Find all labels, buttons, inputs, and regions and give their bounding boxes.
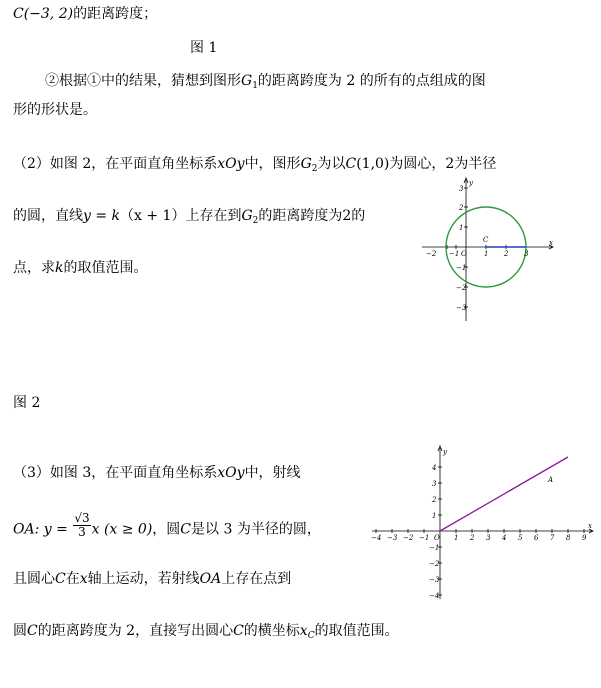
g1-subscript: 1: [252, 81, 258, 91]
xc-symbol: x: [299, 623, 308, 639]
oa-symbol: OA: [13, 521, 35, 538]
y-axis-label: y: [469, 179, 473, 187]
g2-subscript-2: 2: [252, 216, 259, 226]
q3-text-b: 中，射线: [244, 465, 301, 481]
fraction-numerator: √3: [74, 511, 90, 525]
x-symbol: x: [79, 571, 88, 587]
y-tick-label: −3: [456, 304, 467, 312]
ray-oa: [440, 457, 568, 531]
y-tick-label: −1: [456, 264, 467, 272]
fraction-denominator: 3: [78, 525, 86, 539]
x-tick-label: 9: [582, 534, 587, 542]
x-tick-label: −3: [387, 534, 398, 542]
y-tick-label: 2: [432, 496, 437, 504]
c-symbol: C: [345, 156, 357, 172]
c-coord: (1,0): [356, 156, 390, 172]
q2-text-d: 为圆心，2为半径: [389, 156, 497, 172]
center-c-label: C: [483, 236, 489, 244]
line-equation-a: y = k: [83, 208, 121, 224]
xoy-symbol-2: xOy: [217, 465, 245, 481]
x-tick-label: 5: [518, 534, 523, 542]
ray-eq-lhs: : y =: [34, 521, 68, 538]
figure-1-caption: 图 1: [190, 40, 218, 56]
q2-text-h: 点，求: [13, 260, 55, 276]
q2-line1: [13, 155, 496, 178]
x-tick-label: 1: [484, 250, 489, 258]
y-tick-label: 1: [432, 512, 437, 520]
point-c-coord: C(−3, 2): [13, 6, 74, 22]
line-point-c: [13, 5, 157, 23]
origin-label: O: [434, 534, 440, 542]
q3-text-k: 的横坐标: [243, 623, 300, 639]
g2-symbol-2: G: [241, 208, 253, 224]
g1-symbol: G: [241, 73, 253, 89]
oa-symbol-2: OA: [199, 571, 222, 587]
y-tick-label: −2: [429, 560, 440, 568]
fraction-sqrt3-over-3: [73, 512, 90, 539]
y-tick-label: 1: [459, 224, 464, 232]
x-tick-label: 6: [534, 534, 539, 542]
x-axis-label: x: [549, 239, 553, 247]
x-tick-label: 3: [486, 534, 491, 542]
k-symbol: k: [55, 260, 64, 276]
q3-text-g: 轴上运动，若射线: [87, 571, 200, 587]
x-tick-label: −1: [419, 534, 430, 542]
c-symbol-4: C: [27, 623, 38, 639]
q2-text-b: 中，图形: [244, 156, 301, 172]
q2-text-f: 上存在到: [185, 208, 242, 224]
x-tick-label: 1: [454, 534, 459, 542]
q3-text-d: 是以 3 为半径的圆，: [191, 521, 321, 538]
q2-text-a: （2）如图 2，在平面直角坐标系: [13, 156, 218, 172]
y-tick-label: 2: [459, 204, 464, 212]
figure-3-graph: [368, 444, 596, 604]
y-tick-label: 3: [432, 480, 437, 488]
figure-2-caption: 图 2: [13, 395, 41, 411]
c-symbol-3: C: [55, 571, 66, 587]
point-a-label: A: [548, 476, 554, 484]
g2-subscript: 2: [311, 164, 318, 174]
x-tick-label: 8: [566, 534, 571, 542]
q2-text-c: 为以: [317, 156, 346, 172]
q3-line2: [13, 511, 321, 546]
q3-text-l: 的取值范围。: [314, 623, 399, 639]
q2-line2: [13, 207, 365, 230]
ray-condition: x (x ≥ 0): [91, 521, 153, 538]
q3-line1: [13, 464, 301, 482]
q2-text-e: 的圆，直线: [13, 208, 83, 224]
q2-text-i: 的取值范围。: [63, 260, 148, 276]
x-axis-label: x: [588, 522, 592, 530]
x-tick-label: 4: [502, 534, 507, 542]
x-tick-label: −2: [426, 250, 437, 258]
x-tick-label: −1: [449, 250, 460, 258]
g2-symbol: G: [300, 156, 312, 172]
origin-label: O: [461, 250, 467, 258]
x-tick-label: 3: [524, 250, 529, 258]
y-tick-label: −4: [429, 592, 440, 600]
y-tick-label: −1: [429, 544, 440, 552]
y-axis-label: y: [443, 448, 447, 456]
c-symbol-5: C: [233, 623, 244, 639]
x-tick-label: 2: [470, 534, 475, 542]
xc-subscript: C: [307, 631, 315, 641]
figure-2-graph: [420, 176, 560, 324]
q1-part2-line2: 形的形状是。: [13, 102, 97, 118]
q3-text-a: （3）如图 3，在平面直角坐标系: [13, 465, 218, 481]
y-tick-label: −3: [429, 576, 440, 584]
q3-line4: [13, 622, 399, 645]
q1-text-a: ②根据①中的结果，猜想到图形: [45, 73, 241, 89]
q1-text-b: 的距离跨度为 2 的所有的点组成的图: [257, 73, 486, 89]
q3-text-i: 圆: [13, 623, 27, 639]
y-tick-label: 3: [459, 185, 464, 193]
x-tick-label: −4: [371, 534, 382, 542]
x-tick-label: 7: [550, 534, 555, 542]
xoy-symbol: xOy: [217, 156, 245, 172]
q3-text-f: 在: [65, 571, 80, 587]
line1-text: 的距离跨度；: [73, 6, 158, 22]
x-tick-label: −2: [403, 534, 414, 542]
q3-text-c: ，圆: [152, 521, 181, 538]
line-equation-b: （x + 1）: [120, 208, 186, 224]
x-tick-label: 2: [504, 250, 509, 258]
q3-text-j: 的距离跨度为 2，直接写出圆心: [37, 623, 234, 639]
c-symbol-2: C: [180, 521, 192, 538]
q3-text-e: 且圆心: [13, 571, 55, 587]
q2-line3: [13, 259, 147, 277]
y-tick-label: −2: [456, 284, 467, 292]
q2-text-g: 的距离跨度为2的: [258, 208, 366, 224]
q3-line3: [13, 570, 291, 588]
q1-part2-line1: [45, 72, 486, 95]
y-tick-label: 4: [432, 464, 437, 472]
q3-text-h: 上存在点到: [221, 571, 292, 587]
